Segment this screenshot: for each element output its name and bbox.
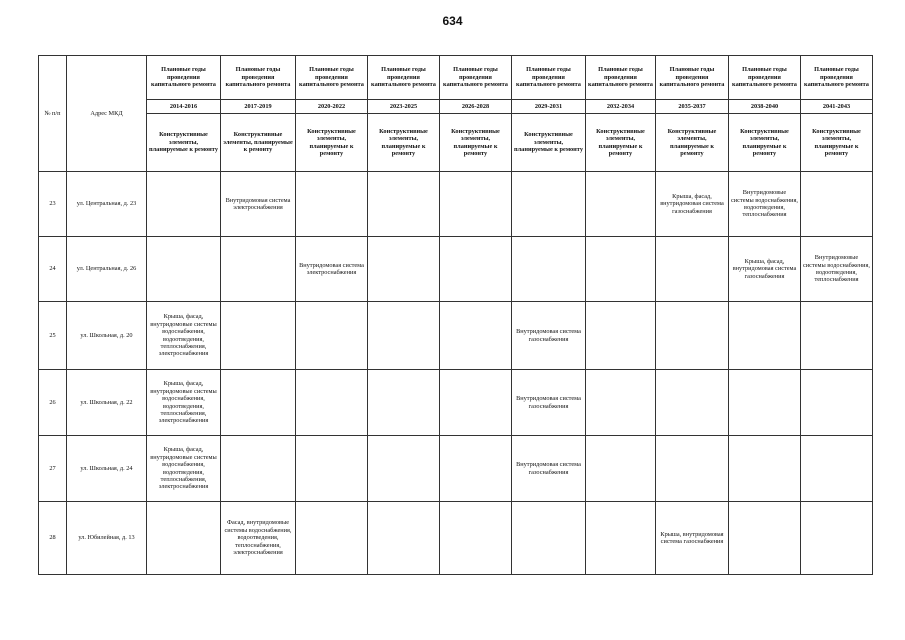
header-planned-cell: Плановые годы проведения капитального ремонта xyxy=(440,56,512,100)
row-elements-cell xyxy=(440,237,512,302)
row-elements-cell xyxy=(296,370,368,436)
header-elements-cell: Конструктивные элементы, планируемые к ремонту xyxy=(586,114,656,172)
header-year-range: 2026-2028 xyxy=(440,100,512,114)
row-elements-cell xyxy=(801,436,873,502)
row-elements-cell xyxy=(440,436,512,502)
row-elements-cell xyxy=(586,302,656,370)
row-address: ул. Школьная, д. 20 xyxy=(67,302,147,370)
header-year-range: 2035-2037 xyxy=(656,100,729,114)
header-year-range: 2014-2016 xyxy=(147,100,221,114)
table-body xyxy=(39,172,873,575)
row-elements-cell xyxy=(656,237,729,302)
header-elements-cell: Конструктивные элементы, планируемые к ремонту xyxy=(296,114,368,172)
header-planned-cell: Плановые годы проведения капитального ремонта xyxy=(221,56,296,100)
row-elements-cell xyxy=(729,370,801,436)
row-elements-cell xyxy=(512,502,586,575)
row-elements-cell xyxy=(729,302,801,370)
row-elements-cell: Крыша, фасад, внутридомовые системы водоснабжения, водоотведения, теплоснабжения, электроснабжения xyxy=(147,436,221,502)
row-number: 23 xyxy=(39,172,67,237)
table-row xyxy=(39,172,873,237)
row-elements-cell xyxy=(440,172,512,237)
header-elements-cell: Конструктивные элементы, планируемые к ремонту xyxy=(147,114,221,172)
header-planned-cell: Плановые годы проведения капитального ремонта xyxy=(656,56,729,100)
table-header xyxy=(39,56,873,172)
row-number: 25 xyxy=(39,302,67,370)
row-elements-cell: Крыша, фасад, внутридомовые системы водоснабжения, водоотведения, теплоснабжения, электроснабжения xyxy=(147,370,221,436)
row-elements-cell: Внутридомовая система газоснабжения xyxy=(512,370,586,436)
row-elements-cell: Фасад, внутридомовые системы водоснабжения, водоотведения, теплоснабжения, электроснабжения xyxy=(221,502,296,575)
header-row-elements xyxy=(39,114,873,172)
row-elements-cell: Внутридомовая система газоснабжения xyxy=(512,436,586,502)
header-year-range: 2041-2043 xyxy=(801,100,873,114)
row-number: 26 xyxy=(39,370,67,436)
header-planned-cell: Плановые годы проведения капитального ремонта xyxy=(512,56,586,100)
row-elements-cell: Крыша, внутридомовая система газоснабжения xyxy=(656,502,729,575)
table-row xyxy=(39,237,873,302)
row-elements-cell xyxy=(801,502,873,575)
row-elements-cell xyxy=(656,436,729,502)
row-elements-cell xyxy=(368,302,440,370)
row-elements-cell xyxy=(221,370,296,436)
row-elements-cell xyxy=(368,370,440,436)
row-elements-cell xyxy=(368,172,440,237)
header-elements-cell: Конструктивные элементы, планируемые к ремонту xyxy=(368,114,440,172)
row-elements-cell xyxy=(801,172,873,237)
row-elements-cell xyxy=(147,502,221,575)
row-elements-cell xyxy=(512,237,586,302)
header-planned-cell: Плановые годы проведения капитального ремонта xyxy=(368,56,440,100)
row-elements-cell xyxy=(801,302,873,370)
row-elements-cell xyxy=(586,370,656,436)
table-row xyxy=(39,502,873,575)
row-address: ул. Школьная, д. 22 xyxy=(67,370,147,436)
header-year-range: 2038-2040 xyxy=(729,100,801,114)
table-row xyxy=(39,370,873,436)
row-elements-cell xyxy=(221,237,296,302)
header-elements-cell: Конструктивные элементы, планируемые к ремонту xyxy=(512,114,586,172)
row-elements-cell xyxy=(801,370,873,436)
row-elements-cell: Крыша, фасад, внутридомовая система газоснабжения xyxy=(729,237,801,302)
row-elements-cell: Внутридомовая система электроснабжения xyxy=(296,237,368,302)
header-year-range: 2032-2034 xyxy=(586,100,656,114)
row-elements-cell: Внутридомовые системы водоснабжения, водоотведения, теплоснабжения xyxy=(801,237,873,302)
row-elements-cell xyxy=(296,502,368,575)
row-elements-cell xyxy=(656,302,729,370)
header-planned-cell: Плановые годы проведения капитального ремонта xyxy=(296,56,368,100)
row-elements-cell xyxy=(296,436,368,502)
row-number: 28 xyxy=(39,502,67,575)
header-year-range: 2020-2022 xyxy=(296,100,368,114)
header-elements-cell: Конструктивные элементы, планируемые к ремонту xyxy=(221,114,296,172)
row-address: ул. Центральная, д. 23 xyxy=(67,172,147,237)
table-row xyxy=(39,302,873,370)
row-elements-cell xyxy=(586,237,656,302)
row-elements-cell xyxy=(729,436,801,502)
row-elements-cell xyxy=(296,172,368,237)
header-planned-cell: Плановые годы проведения капитального ремонта xyxy=(729,56,801,100)
header-elements-cell: Конструктивные элементы, планируемые к ремонту xyxy=(656,114,729,172)
row-elements-cell xyxy=(586,172,656,237)
row-elements-cell xyxy=(586,502,656,575)
row-elements-cell: Внутридомовая система электроснабжения xyxy=(221,172,296,237)
header-planned-cell: Плановые годы проведения капитального ремонта xyxy=(801,56,873,100)
header-elements-cell: Конструктивные элементы, планируемые к ремонту xyxy=(801,114,873,172)
header-planned-cell: Плановые годы проведения капитального ремонта xyxy=(147,56,221,100)
header-year-range: 2029-2031 xyxy=(512,100,586,114)
table-row xyxy=(39,436,873,502)
row-elements-cell xyxy=(147,237,221,302)
row-elements-cell xyxy=(440,370,512,436)
row-address: ул. Юбилейная, д. 13 xyxy=(67,502,147,575)
row-elements-cell xyxy=(586,436,656,502)
header-elements-cell: Конструктивные элементы, планируемые к ремонту xyxy=(440,114,512,172)
header-year-range: 2017-2019 xyxy=(221,100,296,114)
row-number: 27 xyxy=(39,436,67,502)
row-elements-cell xyxy=(221,302,296,370)
row-elements-cell xyxy=(221,436,296,502)
header-row-years xyxy=(39,100,873,114)
row-elements-cell: Внутридомовые системы водоснабжения, водоотведения, теплоснабжения xyxy=(729,172,801,237)
header-planned-cell: Плановые годы проведения капитального ремонта xyxy=(586,56,656,100)
header-year-range: 2023-2025 xyxy=(368,100,440,114)
page-number: 634 xyxy=(442,14,463,28)
row-elements-cell xyxy=(296,302,368,370)
row-elements-cell: Крыша, фасад, внутридомовая система газоснабжения xyxy=(656,172,729,237)
row-number: 24 xyxy=(39,237,67,302)
row-elements-cell xyxy=(368,237,440,302)
header-address: Адрес МКД xyxy=(67,56,147,172)
header-elements-cell: Конструктивные элементы, планируемые к ремонту xyxy=(729,114,801,172)
row-elements-cell xyxy=(729,502,801,575)
header-num: № п/п xyxy=(39,56,67,172)
repair-schedule-table xyxy=(38,55,873,575)
row-elements-cell xyxy=(440,502,512,575)
row-elements-cell xyxy=(440,302,512,370)
row-elements-cell xyxy=(368,436,440,502)
row-elements-cell xyxy=(147,172,221,237)
row-elements-cell xyxy=(656,370,729,436)
row-elements-cell xyxy=(512,172,586,237)
row-elements-cell xyxy=(368,502,440,575)
row-elements-cell: Крыша, фасад, внутридомовые системы водоснабжения, водоотведения, теплоснабжения, электроснабжения xyxy=(147,302,221,370)
row-address: ул. Центральная, д. 26 xyxy=(67,237,147,302)
header-row-planned xyxy=(39,56,873,100)
row-elements-cell: Внутридомовая система газоснабжения xyxy=(512,302,586,370)
row-address: ул. Школьная, д. 24 xyxy=(67,436,147,502)
